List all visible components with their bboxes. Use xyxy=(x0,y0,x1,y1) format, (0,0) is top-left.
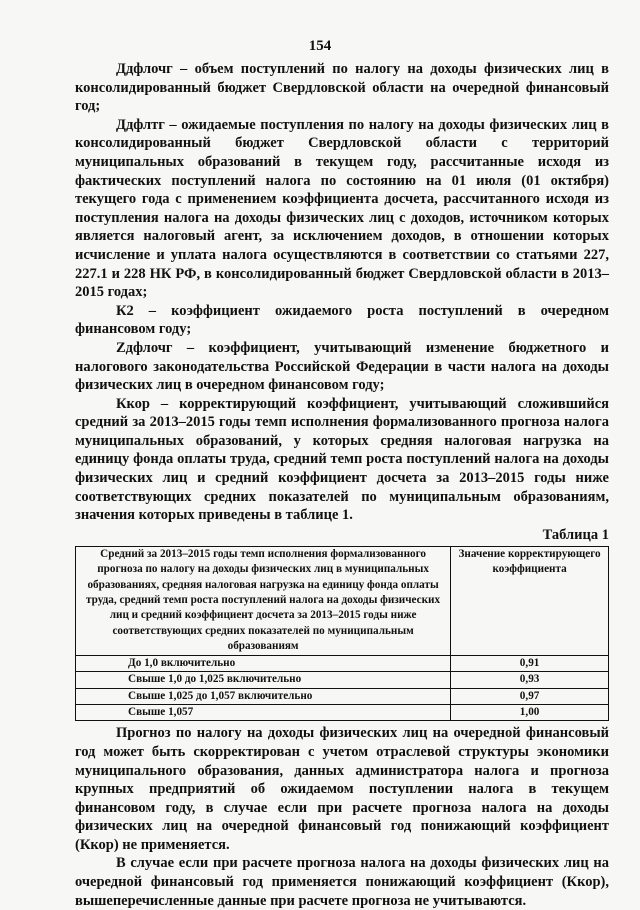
paragraph-forecast-adjustment: Прогноз по налогу на доходы физических лиц на очередной финансовый год может быть скорректирован с учетом отраслевой структуры экономики муниципального образования, данных администратора налога и прогноза крупных предприятий об ожидаемом поступлении налога в текущем финансовом году, в случае если при расчете прогноза налога на доходы физических лиц на очередной финансовый год понижающий коэффициент (Ккор) не применяется. xyxy=(75,725,609,853)
table-cell-value: 0,97 xyxy=(451,688,609,704)
paragraph-kkor-applied: В случае если при расчете прогноза налога на доходы физических лиц на очередной финансовый год применяется понижающий коэффициент (Ккор), вышеперечисленные данные при расчете прогноза не учитываются. xyxy=(75,855,609,909)
table-cell-range: До 1,0 включительно xyxy=(76,655,451,671)
paragraph-kkor: Ккор – корректирующий коэффициент, учитывающий сложившийся средний за 2013–2015 годы темп исполнения формализованного прогноза налога муниципальных образований, у которых средняя налоговая нагрузка на единицу фонда оплаты труда, средний темп роста поступлений налога на доходы физических лиц и средний коэффициент досчета за 2013–2015 годы ниже соответствующих средних показателей по муниципальным образованиям, значения которых приведены в таблице 1. xyxy=(75,395,609,524)
table-row xyxy=(76,704,609,720)
table-cell-value: 0,93 xyxy=(451,672,609,688)
paragraph-zdflochg: Zдфлочг – коэффициент, учитывающий изменение бюджетного и налогового законодательства Российской Федерации в части налога на доходы физических лиц в очередном финансовом году; xyxy=(75,339,609,394)
table-cell-range: Свыше 1,0 до 1,025 включительно xyxy=(76,672,451,688)
table-caption: Таблица 1 xyxy=(542,526,609,543)
table-header-condition: Средний за 2013–2015 годы темп исполнения формализованного прогноза по налогу на доходы физических лиц в муниципальных образованиях, средняя налоговая нагрузка на единицу фонда оплаты труда, средний темп роста поступлений налога на доходы физических лиц и средний коэффициент досчета за 2013–2015 годы ниже соответствующих средних показателей по муниципальным образованиям xyxy=(76,546,451,655)
table-cell-value: 1,00 xyxy=(451,704,609,720)
table-cell-range: Свыше 1,025 до 1,057 включительно xyxy=(76,688,451,704)
paragraph-ddflochg: Ддфлочг – объем поступлений по налогу на доходы физических лиц в консолидированный бюджет Свердловской области на очередной финансовый год; xyxy=(75,61,609,115)
table-header-row xyxy=(76,546,609,655)
paragraph-ddfltg: Ддфлтг – ожидаемые поступления по налогу на доходы физических лиц в консолидированный бюджет Свердловской области с территорий муниципальных образований в текущем году, рассчитанные исходя из фактических поступлений налога по состоянию на 01 июля (01 октября) текущего года с применением коэффициента досчета, рассчитанного исходя из поступления налога на доходы физических лиц с доходов, источником которых является налоговый агент, за исключением доходов, в отношении которых исчисление и уплата налога осуществляются в соответствии со статьями 227, 227.1 и 228 НК РФ, в консолидированный бюджет Свердловской области в 2013–2015 годах; xyxy=(75,116,609,301)
table-cell-value: 0,91 xyxy=(451,655,609,671)
table-row xyxy=(76,688,609,704)
table-header-value: Значение корректирующего коэффициента xyxy=(451,546,609,655)
page-content xyxy=(75,60,609,910)
paragraph-k2: К2 – коэффициент ожидаемого роста поступлений в очередном финансовом году; xyxy=(75,302,609,338)
table-row xyxy=(76,672,609,688)
table-cell-range: Свыше 1,057 xyxy=(76,704,451,720)
coefficient-table xyxy=(75,546,609,721)
table-row xyxy=(76,655,609,671)
page-number: 154 xyxy=(308,38,332,54)
